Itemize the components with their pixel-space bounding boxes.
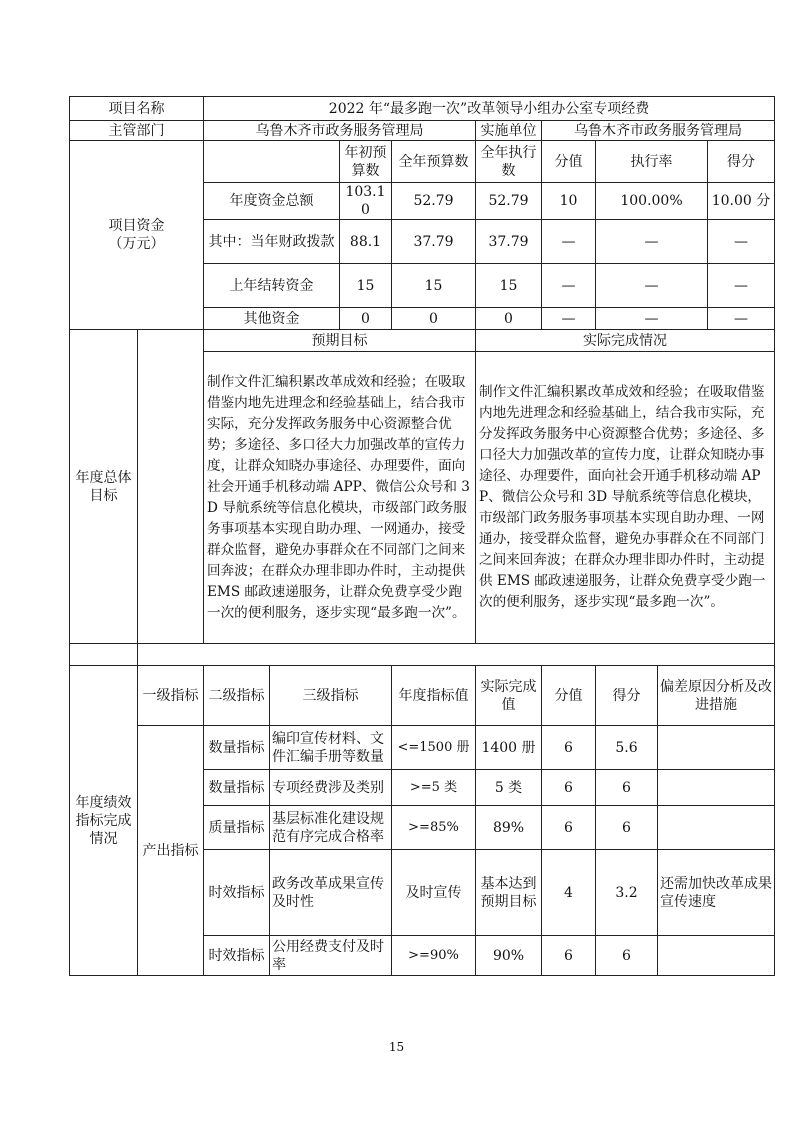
project-name-value: 2022 年“最多跑一次”改革领导小组办公室专项经费 <box>204 97 775 121</box>
perf-level2: 数量指标 <box>204 770 270 806</box>
funds-score-value: 10 <box>542 183 596 220</box>
perf-level3: 政务改革成果宣传及时性 <box>270 850 392 936</box>
funds-col-score: 得分 <box>708 141 775 183</box>
impl-label: 实施单位 <box>476 121 542 141</box>
perf-target: <=1500 册 <box>392 726 476 770</box>
perf-score: 6 <box>596 770 658 806</box>
perf-actual: 基本达到预期目标 <box>476 850 542 936</box>
funds-col-initial: 年初预算数 <box>340 141 392 183</box>
actual-result-label: 实际完成情况 <box>476 330 775 352</box>
perf-level2: 时效指标 <box>204 936 270 976</box>
funds-score-value: — <box>542 308 596 330</box>
funds-initial: 0 <box>340 308 392 330</box>
perf-score: 5.6 <box>596 726 658 770</box>
perf-actual: 89% <box>476 806 542 850</box>
dept-value: 乌鲁木齐市政务服务管理局 <box>204 121 476 141</box>
perf-target: >=85% <box>392 806 476 850</box>
funds-rate: — <box>596 308 708 330</box>
funds-executed: 52.79 <box>476 183 542 220</box>
funds-initial: 88.1 <box>340 220 392 264</box>
perf-col-target: 年度指标值 <box>392 666 476 726</box>
perf-actual: 5 类 <box>476 770 542 806</box>
perf-score-value: 6 <box>542 726 596 770</box>
perf-note <box>658 726 775 770</box>
performance-section-label: 年度绩效指标完成情况 <box>70 666 138 976</box>
blank-cell <box>138 644 775 666</box>
funds-header-blank <box>204 141 340 183</box>
perf-col-actual: 实际完成值 <box>476 666 542 726</box>
perf-col-level1: 一级指标 <box>138 666 204 726</box>
perf-level3: 编印宣传材料、文件汇编手册等数量 <box>270 726 392 770</box>
blank-cell <box>70 644 138 666</box>
funds-executed: 15 <box>476 264 542 308</box>
perf-note <box>658 936 775 976</box>
funds-row-label: 上年结转资金 <box>204 264 340 308</box>
funds-rate: — <box>596 220 708 264</box>
expected-goal-text: 制作文件汇编积累改革成效和经验；在吸取借鉴内地先进理念和经验基础上，结合我市实际，充分发挥政务服务中心资源整合优势；多途径、多口径大力加强改革的宣传力度，让群众知晓办事途径、办理要件，面向社会开通手机移动端 APP、微信公众号和 3D 导航系统等信息化模块，市级部门政务服务事项基本实现自助办理、一网通办，接受群众监督，避免办事群众在不同部门之间来回奔波；在群众办理非即办件时，主动提供 EMS 邮政速递服务，让群众免费享受少跑一次的便利服务，逐步实现“最多跑一次”。 <box>204 352 476 644</box>
perf-score-value: 6 <box>542 770 596 806</box>
funds-score-value: — <box>542 264 596 308</box>
perf-target: >=90% <box>392 936 476 976</box>
perf-note <box>658 770 775 806</box>
perf-target: >=5 类 <box>392 770 476 806</box>
perf-level3: 公用经费支付及时率 <box>270 936 392 976</box>
funds-annual: 15 <box>392 264 476 308</box>
funds-col-rate: 执行率 <box>596 141 708 183</box>
performance-table <box>69 96 775 976</box>
funds-col-executed: 全年执行数 <box>476 141 542 183</box>
funds-score: — <box>708 308 775 330</box>
dept-label: 主管部门 <box>70 121 204 141</box>
page-number: 15 <box>388 1040 405 1054</box>
funds-section-label: 项目资金 （万元） <box>70 141 204 330</box>
perf-level2: 数量指标 <box>204 726 270 770</box>
funds-initial: 103.10 <box>340 183 392 220</box>
funds-score: 10.00 分 <box>708 183 775 220</box>
goals-spacer <box>138 330 204 644</box>
funds-rate: — <box>596 264 708 308</box>
impl-value: 乌鲁木齐市政务服务管理局 <box>542 121 775 141</box>
perf-note: 还需加快改革成果宣传速度 <box>658 850 775 936</box>
funds-rate: 100.00% <box>596 183 708 220</box>
funds-score-value: — <box>542 220 596 264</box>
funds-row-label: 其中：当年财政拨款 <box>204 220 340 264</box>
perf-col-score: 得分 <box>596 666 658 726</box>
funds-annual: 0 <box>392 308 476 330</box>
perf-target: 及时宣传 <box>392 850 476 936</box>
funds-row-label: 其他资金 <box>204 308 340 330</box>
funds-initial: 15 <box>340 264 392 308</box>
funds-annual: 52.79 <box>392 183 476 220</box>
funds-score: — <box>708 220 775 264</box>
perf-level3: 基层标准化建设规范有序完成合格率 <box>270 806 392 850</box>
perf-level2: 质量指标 <box>204 806 270 850</box>
perf-score: 6 <box>596 936 658 976</box>
perf-score-value: 6 <box>542 806 596 850</box>
perf-score-value: 6 <box>542 936 596 976</box>
actual-result-text: 制作文件汇编积累改革成效和经验；在吸取借鉴内地先进理念和经验基础上，结合我市实际，充分发挥政务服务中心资源整合优势；多途径、多口径大力加强改革的宣传力度，让群众知晓办事途径、办理要件，面向社会开通手机移动端 APP、微信公众号和 3D 导航系统等信息化模块，市级部门政务服务事项基本实现自助办理、一网通办，接受群众监督，避免办事群众在不同部门之间来回奔波；在群众办理非即办件时，主动提供 EMS 邮政速递服务，让群众免费享受少跑一次的便利服务，逐步实现“最多跑一次”。 <box>476 352 775 644</box>
perf-col-score-value: 分值 <box>542 666 596 726</box>
perf-score: 6 <box>596 806 658 850</box>
goals-section-label: 年度总体目标 <box>70 330 138 644</box>
perf-col-level2: 二级指标 <box>204 666 270 726</box>
perf-level3: 专项经费涉及类别 <box>270 770 392 806</box>
perf-col-level3: 三级指标 <box>270 666 392 726</box>
perf-col-note: 偏差原因分析及改进措施 <box>658 666 775 726</box>
funds-score: — <box>708 264 775 308</box>
perf-score-value: 4 <box>542 850 596 936</box>
expected-goal-label: 预期目标 <box>204 330 476 352</box>
perf-note <box>658 806 775 850</box>
project-name-label: 项目名称 <box>70 97 204 121</box>
perf-actual: 90% <box>476 936 542 976</box>
perf-level1: 产出指标 <box>138 726 204 976</box>
funds-row-label: 年度资金总额 <box>204 183 340 220</box>
perf-score: 3.2 <box>596 850 658 936</box>
funds-col-annual: 全年预算数 <box>392 141 476 183</box>
perf-level2: 时效指标 <box>204 850 270 936</box>
funds-annual: 37.79 <box>392 220 476 264</box>
funds-executed: 0 <box>476 308 542 330</box>
funds-executed: 37.79 <box>476 220 542 264</box>
funds-col-score-value: 分值 <box>542 141 596 183</box>
perf-actual: 1400 册 <box>476 726 542 770</box>
